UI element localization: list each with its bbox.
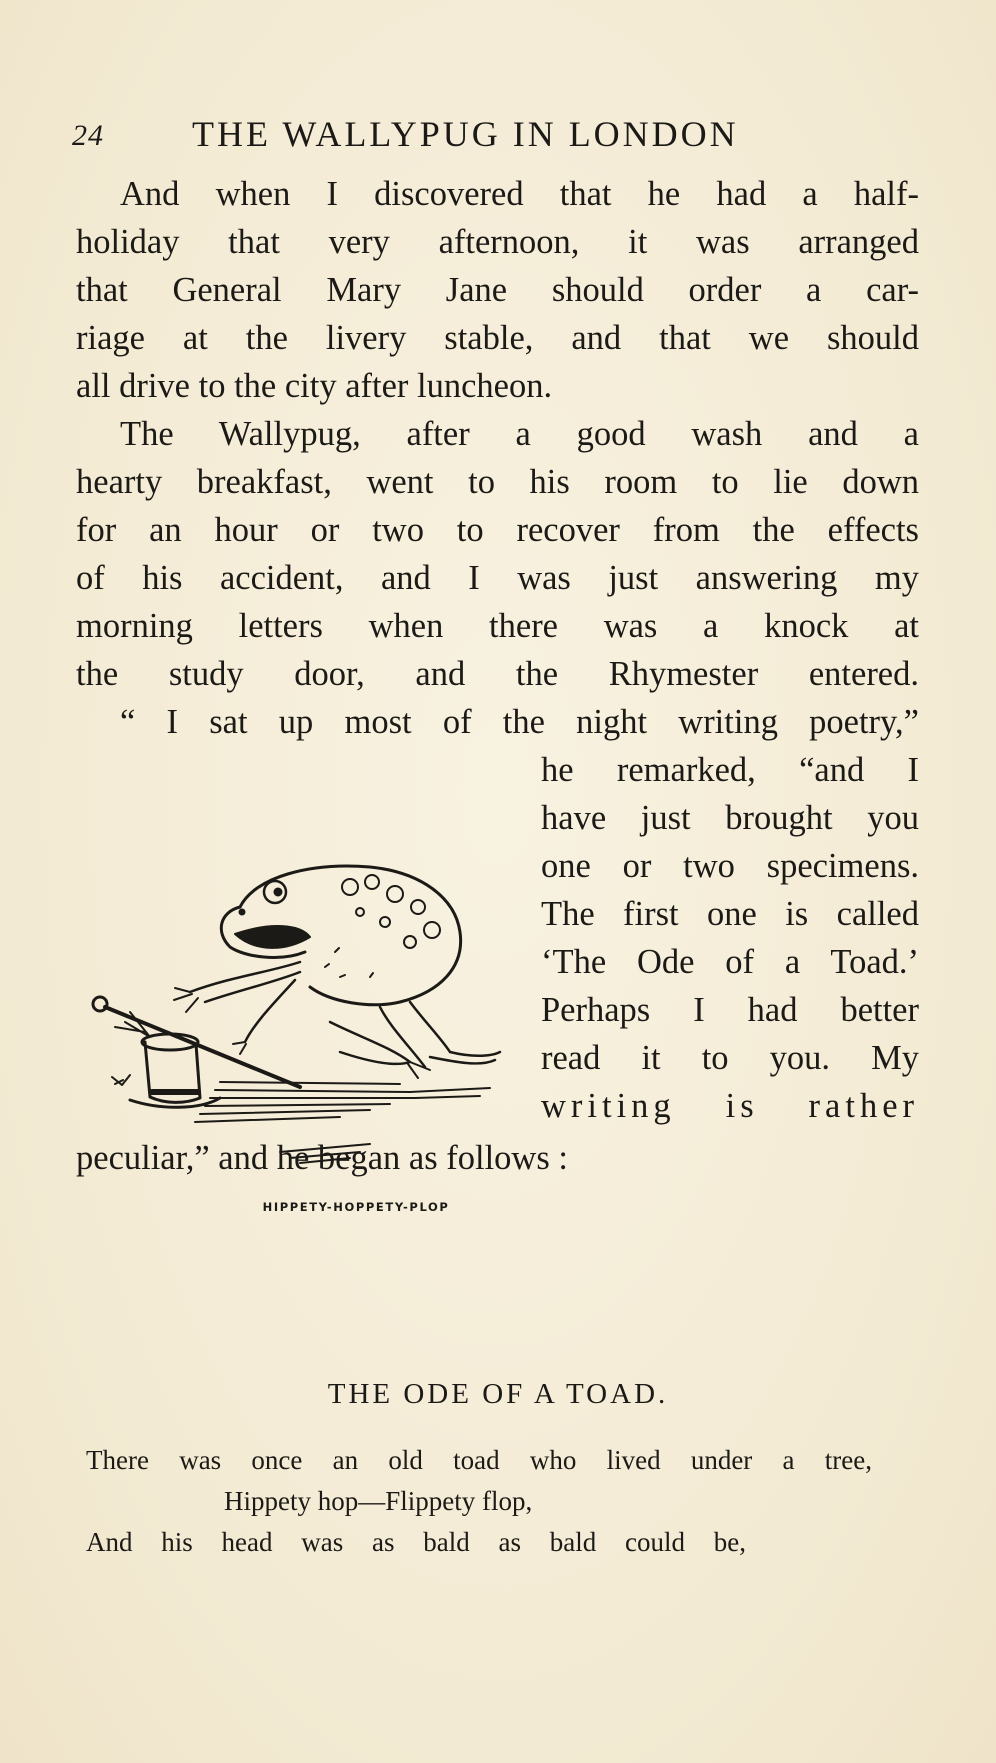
body-line: that General Mary Jane should order a car-	[76, 271, 919, 309]
body-line: The Wallypug, after a good wash and a	[120, 415, 919, 453]
body-line: of his accident, and I was just answering my	[76, 559, 919, 597]
body-line: for an hour or two to recover from the effects	[76, 511, 919, 549]
poem-line: Hippety hop—Flippety flop,	[224, 1486, 533, 1516]
poem-line: There was once an old toad who lived under a tree,	[86, 1445, 872, 1475]
wrap-line: writing is rather	[541, 1087, 919, 1125]
body-line: the study door, and the Rhymester entered.	[76, 655, 919, 693]
toad-drawing	[70, 852, 530, 1192]
body-line: hearty breakfast, went to his room to lie down	[76, 463, 919, 501]
wrap-line: have just brought you	[541, 799, 919, 837]
body-line: all drive to the city after luncheon.	[76, 367, 553, 405]
closing-line: peculiar,” and he began as follows :	[76, 1139, 568, 1177]
poem-title: THE ODE OF A TOAD.	[327, 1378, 669, 1410]
illustration-caption: HIPPETY-HOPPETY-PLOP	[262, 1200, 450, 1214]
body-line: “ I sat up most of the night writing poetry,”	[120, 703, 919, 741]
body-line: riage at the livery stable, and that we should	[76, 319, 919, 357]
wrap-line: he remarked, “and I	[541, 751, 919, 789]
body-line: morning letters when there was a knock at	[76, 607, 919, 645]
page-number: 24	[72, 119, 104, 152]
running-title: THE WALLYPUG IN LONDON	[192, 114, 739, 154]
page-header	[72, 113, 922, 163]
toad-illustration	[70, 852, 530, 1242]
wrap-line: Perhaps I had better	[541, 991, 919, 1029]
wrap-line: ‘The Ode of a Toad.’	[541, 943, 919, 981]
body-line: holiday that very afternoon, it was arranged	[76, 223, 919, 261]
wrap-line: The first one is called	[541, 895, 919, 933]
wrap-line: one or two specimens.	[541, 847, 919, 885]
body-line: And when I discovered that he had a half-	[120, 175, 919, 213]
wrap-line: read it to you. My	[541, 1039, 919, 1077]
poem-line: And his head was as bald as bald could be,	[86, 1527, 746, 1557]
